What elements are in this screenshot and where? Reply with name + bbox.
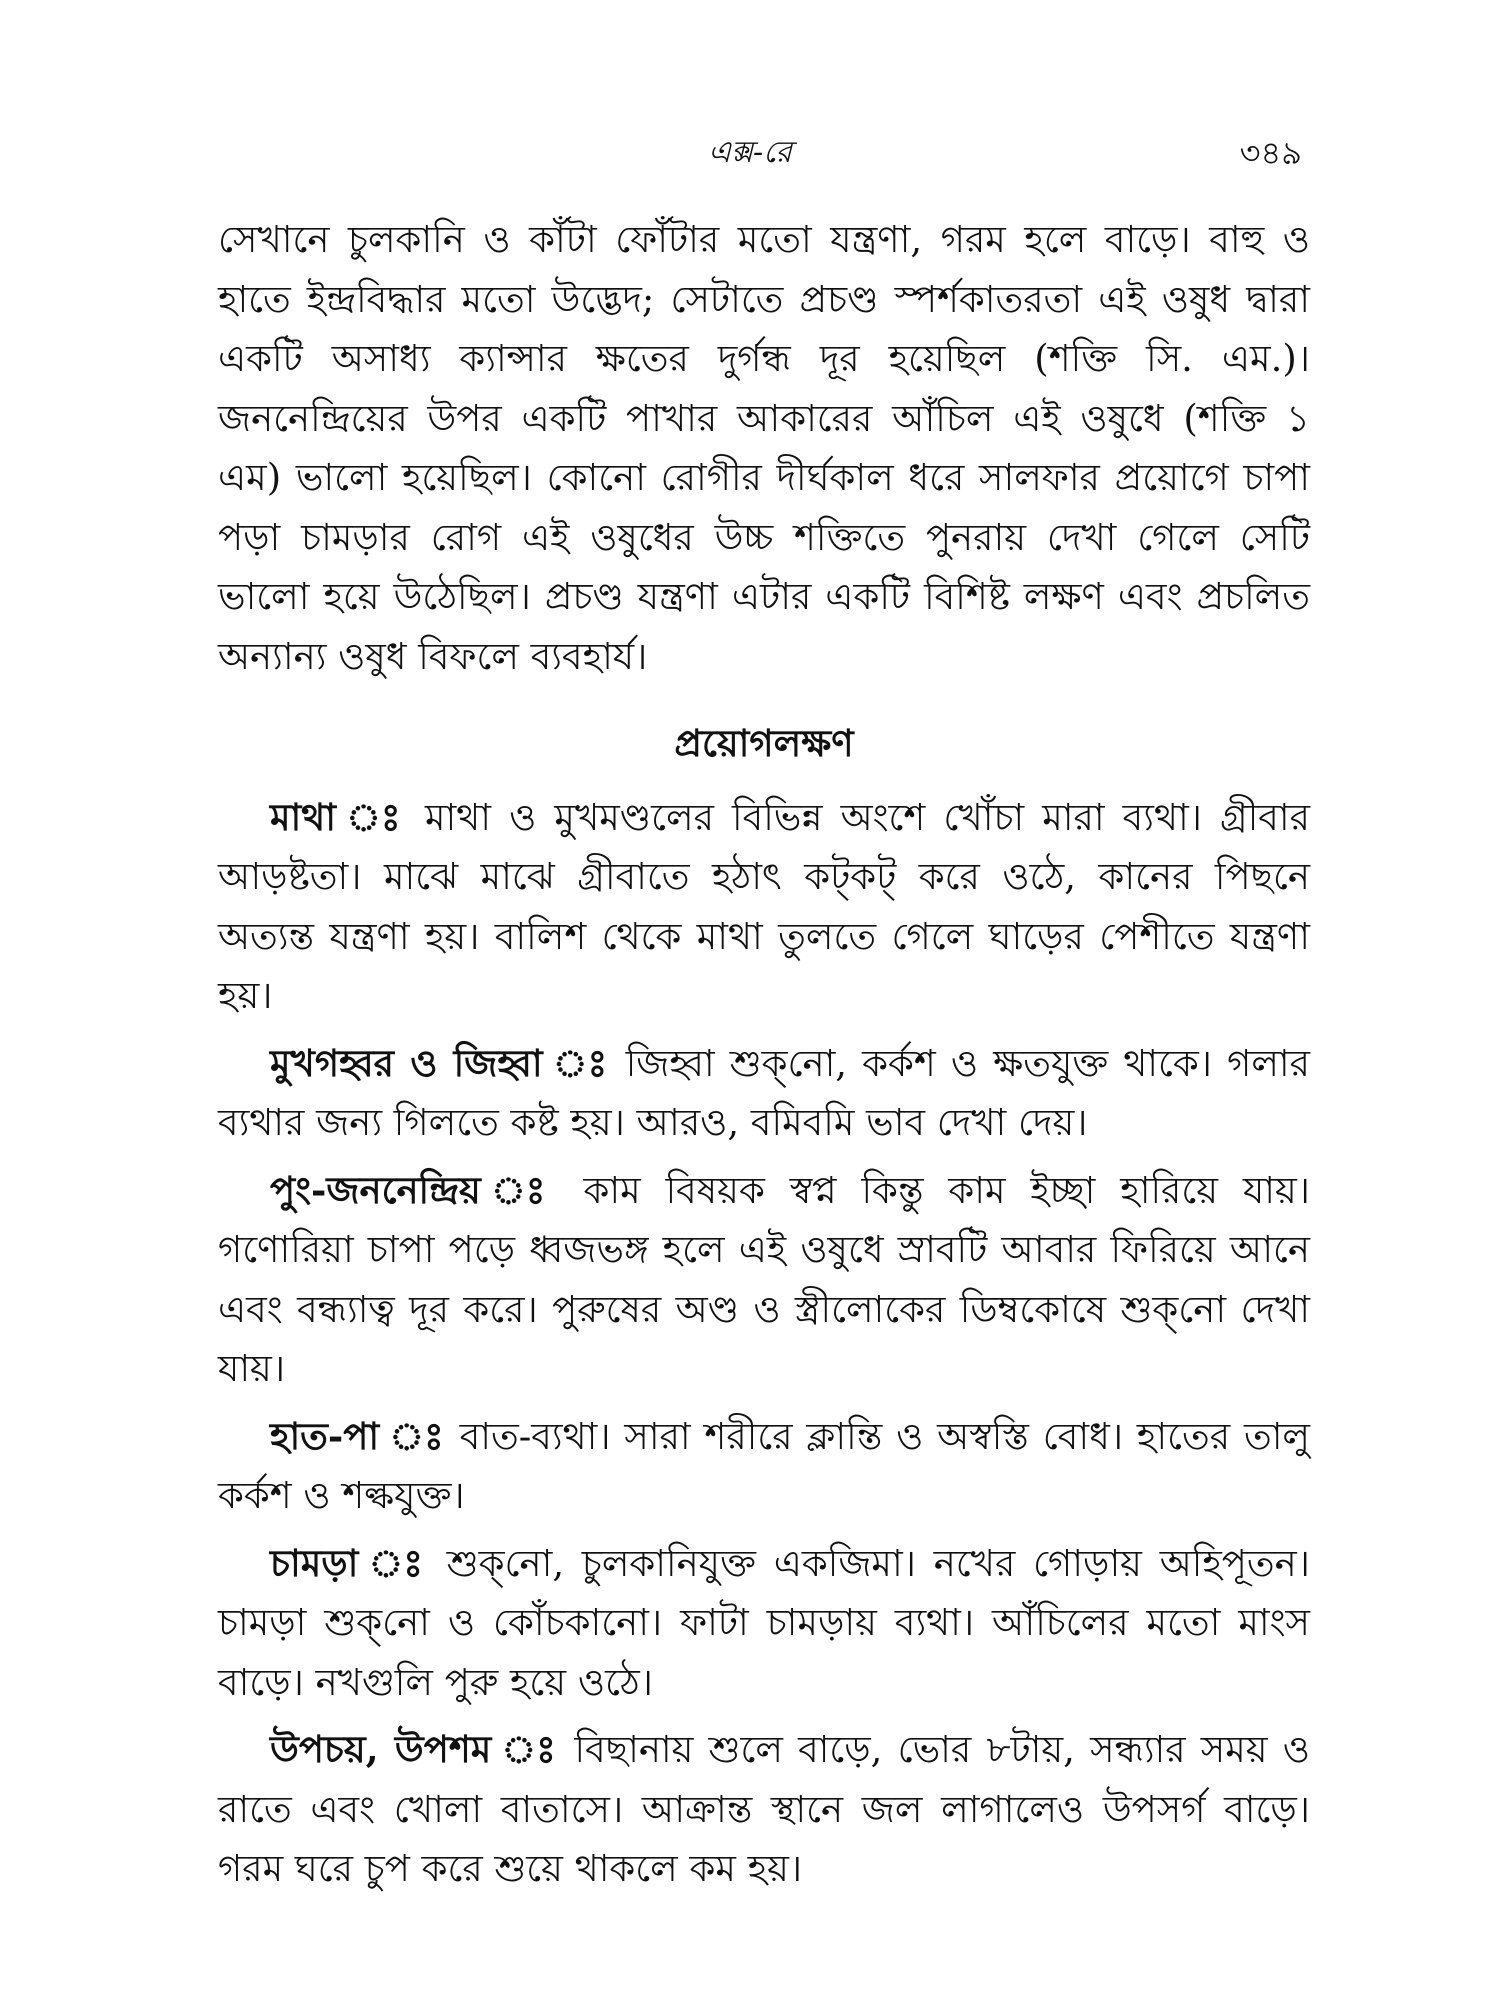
entry-term: মুখগহ্বর ও জিহ্বা ঃ [270,1040,611,1085]
entry-text: শুক্‌নো, চুলকানিযুক্ত একজিমা। নখের গোড়ায় অহিপূতন। চামড়া শুক্‌নো ও কোঁচকানো। ফাটা চামড়ায় ব্যথা। আঁচিলের মতো মাংস বাড়ে। নখগুলি পুরু হয়ে ওঠে। [218,1541,1311,1704]
entry-term: হাত-পা ঃ [270,1413,446,1458]
entry-text: বিছানায় শুলে বাড়ে, ভোর ৮টায়, সন্ধ্যার সময় ও রাতে এবং খোলা বাতাসে। আক্রান্ত স্থানে জল লাগালেও উপসর্গ বাড়ে। গরম ঘরে চুপ করে শুয়ে থাকলে কম হয়। [218,1728,1310,1890]
entry-skin [218,1534,1310,1713]
page-body [218,210,1310,1899]
entry-modalities [218,1720,1310,1899]
page-number: ৩৪৯ [1239,134,1302,172]
entry-term: পুং-জননেন্দ্রিয় ঃ [270,1167,559,1212]
intro-paragraph: সেখানে চুলকানি ও কাঁটা ফোঁটার মতো যন্ত্রণা, গরম হলে বাড়ে। বাহু ও হাতে ইন্দ্রবিদ্ধার মতো উদ্ভেদ; সেটাতে প্রচণ্ড স্পর্শকাতরতা এই ওষুধ দ্বারা একটি অসাধ্য ক্যান্সার ক্ষতের দুর্গন্ধ দূর হয়েছিল (শক্তি সি. এম.)। জননেন্দ্রিয়ের উপর একটি পাখার আকারের আঁচিল এই ওষুধে (শক্তি ১ এম) ভালো হয়েছিল। কোনো রোগীর দীর্ঘকাল ধরে সালফার প্রয়োগে চাপা পড়া চামড়ার রোগ এই ওষুধের উচ্চ শক্তিতে পুনরায় দেখা গেলে সেটি ভালো হয়ে উঠেছিল। প্রচণ্ড যন্ত্রণা এটার একটি বিশিষ্ট লক্ষণ এবং প্রচলিত অন্যান্য ওষুধ বিফলে ব্যবহার্য। [218,218,1310,678]
entry-text: কাম বিষয়ক স্বপ্ন কিন্তু কাম ইচ্ছা হারিয়ে যায়। গণোরিয়া চাপা পড়ে ধ্বজভঙ্গ হলে এই ওষুধে স্রাবটি আবার ফিরিয়ে আনে এবং বন্ধ্যাত্ব দূর করে। পুরুষের অণ্ড ও স্ত্রীলোকের ডিম্বকোষে শুক্‌নো দেখা যায়। [218,1168,1311,1390]
entry-mouth-tongue [218,1034,1310,1153]
entry-extremities [218,1407,1310,1526]
entry-term: চামড়া ঃ [270,1540,430,1585]
entry-text: জিহ্বা শুক্‌নো, কর্কশ ও ক্ষতযুক্ত থাকে। গলার ব্যথার জন্য গিলতে কষ্ট হয়। আরও, বমিবমি ভাব দেখা দেয়। [218,1041,1311,1144]
section-heading: প্রয়োগলক্ষণ [674,721,854,765]
entry-text: বাত-ব্যথা। সারা শরীরে ক্লান্তি ও অস্বস্তি বোধ। হাতের তালু কর্কশ ও শল্কযুক্ত। [218,1414,1310,1517]
running-title: এক্স-রে [708,135,792,170]
entry-head [218,788,1310,1026]
entry-male-genitals [218,1161,1310,1399]
page-header [0,128,1500,178]
entry-term: মাথা ঃ [270,794,407,839]
entry-term: উপচয়, উপশম ঃ [270,1727,560,1771]
entry-text: মাথা ও মুখমণ্ডলের বিভিন্ন অংশে খোঁচা মারা ব্যথা। গ্রীবার আড়ষ্টতা। মাঝে মাঝে গ্রীবাতে হঠাৎ কট্‌কট্‌ করে ওঠে, কানের পিছনে অত্যন্ত যন্ত্রণা হয়। বালিশ থেকে মাথা তুলতে গেলে ঘাড়ের পেশীতে যন্ত্রণা হয়। [218,795,1310,1017]
